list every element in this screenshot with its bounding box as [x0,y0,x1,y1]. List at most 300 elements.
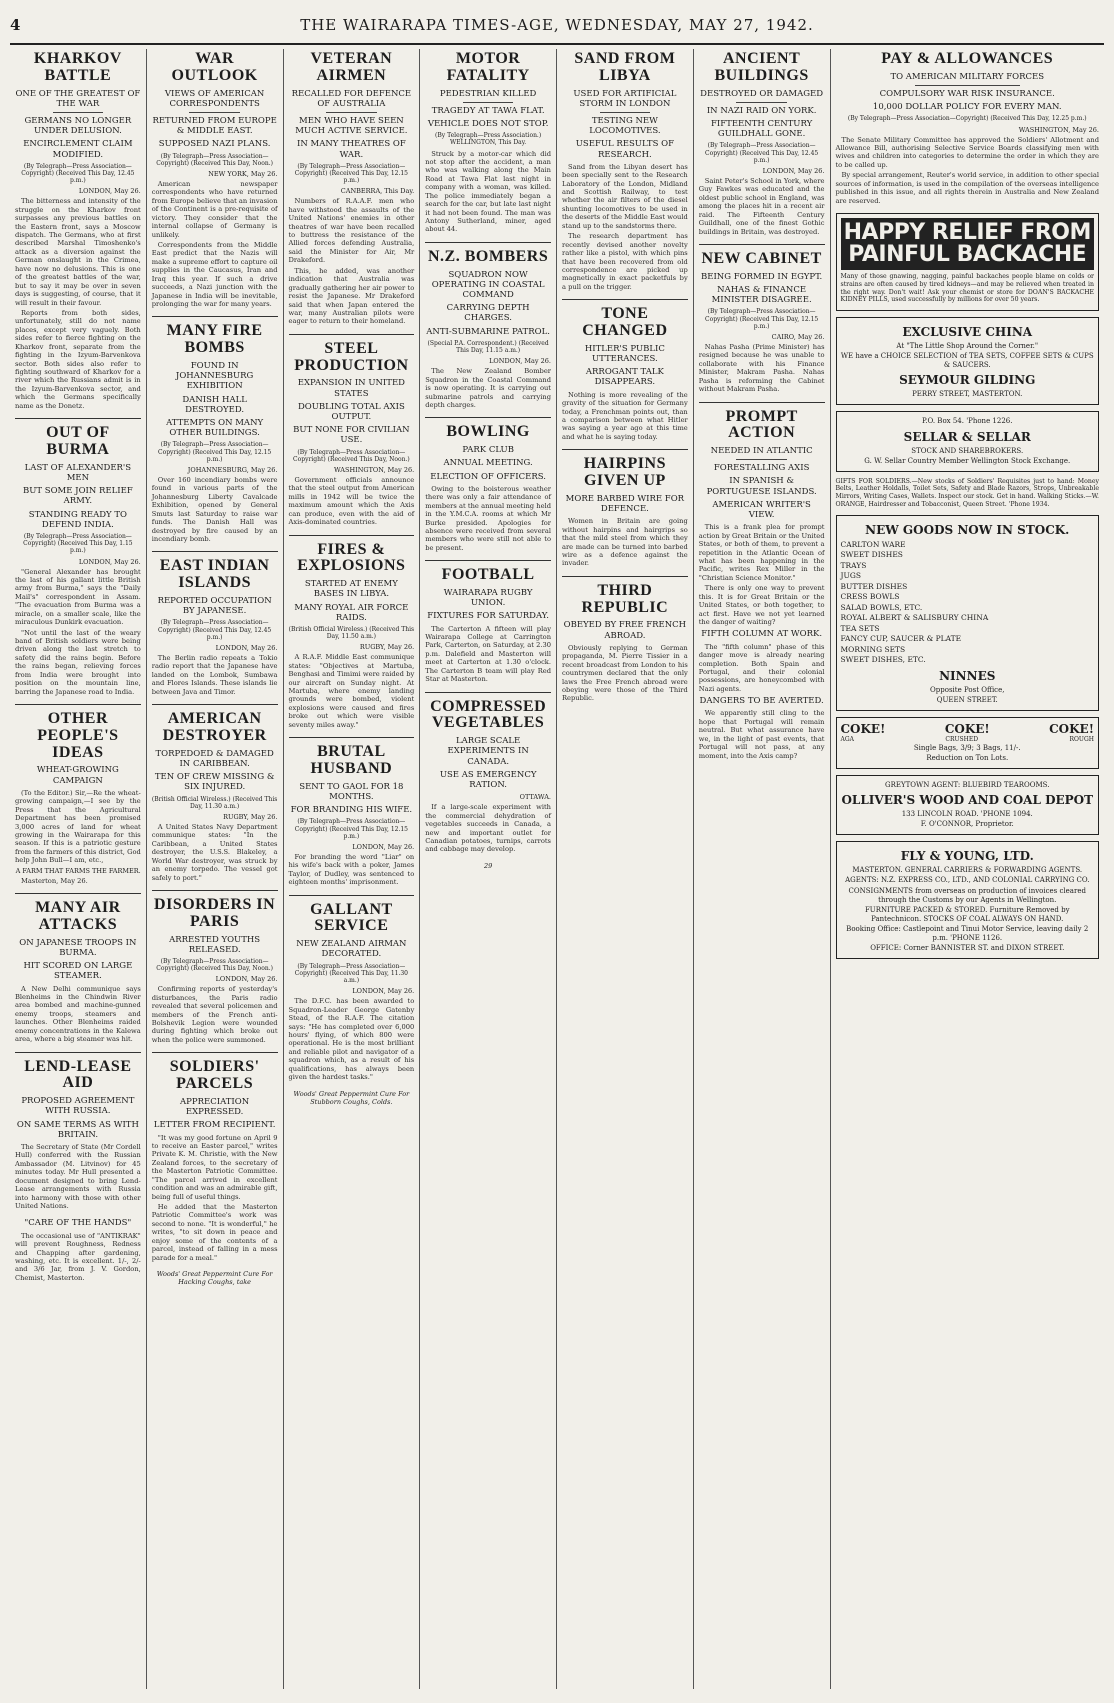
paragraph: The Berlin radio repeats a Tokio radio report that the Japanese have landed on the Lombok, Sumbawa and Flores Islands. These islands lie between Java and Timor. [151,653,278,696]
article-many-fire-bombs [152,323,278,543]
ad-line: WE have a CHOICE SELECTION of TEA SETS, COFFEE SETS & CUPS & SAUCERS. [840,352,1094,370]
separator [289,737,415,738]
ad-name: SEYMOUR GILDING [899,373,1036,388]
byline: (British Official Wireless.) (Received This Day, 11.30 a.m.) [151,795,278,810]
ad-line: FURNITURE PACKED & STORED. Furniture Removed by Pantechnicon. STOCKS OF COAL ALWAYS ON HAND. [864,905,1070,923]
dateline: OTTAWA. [519,793,551,802]
deck: HIT SCORED ON LARGE STEAMER. [23,961,133,982]
deck: STARTED AT ENEMY BASES IN LIBYA. [304,579,398,600]
article-war-outlook [152,51,278,308]
deck: LETTER FROM RECIPIENT. [153,1120,276,1131]
paragraph: Masterton, May 26. [21,876,88,885]
paragraph: Nothing is more revealing of the gravity of the situation for Germany today, a Frenchman points out, than a comparison between what Hitler was saying a year ago at this time and what he is saying today. [562,390,688,441]
goods-item: MORNING SETS [840,644,906,654]
deck: TO AMERICAN MILITARY FORCES [890,71,1045,82]
headline: KHARKOV BATTLE [33,50,122,84]
deck: RETURNED FROM EUROPE & MIDDLE EAST. [152,115,277,137]
paragraph: The Secretary of State (Mr Cordell Hull) conferred with the Russian Ambassador (M. Litvinov) for 45 minutes today. Mr Hull presented a document designed to bring Lend-Lease arrangements with Russia into harmony with those with other United Nations. [15,1142,141,1211]
ad-coke [836,717,1100,769]
dateline: LONDON, May 26. [215,975,278,984]
divider [736,102,786,103]
deck: ONE OF THE GREATEST OF THE WAR [15,88,141,109]
byline: (British Official Wireless.) (Received This Day, 11.50 a.m.) [288,625,415,641]
dateline: RUGBY, May 26. [359,643,415,652]
headline: PROMPT ACTION [725,407,798,442]
deck: ANTI-SUBMARINE PATROL. [426,326,550,337]
deck: IN MANY THEATRES OF WAR. [297,139,406,160]
deck: NEEDED IN ATLANTIC [710,446,813,457]
goods-item: TEA SETS [840,623,880,633]
byline: (By Telegraph—Press Association—Copyright) (Received This Day, 12.15 p.m.) [157,441,272,463]
deck: ON JAPANESE TROOPS IN BURMA. [19,937,137,958]
paragraph: Government officials announce that the steel output from American mills in 1942 will be twice the maximum amount which the Axis can produce, even with the aid of Axis-dominated countries. [288,475,415,527]
deck: ANNUAL MEETING. [443,458,533,469]
deck: TRAGEDY AT TAWA FLAT. [431,105,545,116]
newspaper-title: THE WAIRARAPA TIMES-AGE, WEDNESDAY, MAY 27, 1942. [300,16,814,34]
deck: NEW ZEALAND AIRMAN DECORATED. [296,939,407,960]
divider [326,112,376,113]
paragraph: There is only one way to prevent this. It is for Great Britain or the United States, or both together, to act first. Have we not yet learned the danger of waiting? [698,584,825,627]
column-5 [557,49,694,1689]
paragraph: Owing to the boisterous weather there was only a fair attendance of members at the annual meeting held in the Y.M.C.A. rooms at which Mr Burke presided. Apologies for absence were received from several members who were still not able to be present. [425,484,551,552]
article-brutal-husband [289,744,415,886]
ad-line: At "The Little Shop Around the Corner." [896,342,1039,351]
ad-line: CONSIGNMENTS from overseas on production of invoices cleared through the Customs by our Agents in Wellington. [848,886,1086,904]
headline: MOTOR FATALITY [446,50,530,84]
article-disorders-in-paris [152,897,278,1044]
byline: (By Telegraph—Press Association.) WELLINGTON, This Day. [435,132,542,147]
ad-title: FLY & YOUNG, LTD. [900,849,1034,864]
byline: (By Telegraph—Press Association—Copyright) (Received This Day, 1.15 p.m.) [23,532,133,555]
separator [289,535,415,536]
article-hairpins-given-up [562,456,688,568]
divider [53,112,103,113]
separator [15,704,141,705]
deck: ATTEMPTS ON MANY OTHER BUILDINGS. [166,418,264,439]
headline: FIRES & EXPLOSIONS [297,540,406,575]
ad-line: Reduction on Ton Lots. [926,753,1009,762]
deck: LARGE SCALE EXPERIMENTS IN CANADA. [447,736,529,767]
separator [562,299,688,300]
separator [562,449,688,450]
headline: STEEL PRODUCTION [294,339,409,374]
separator [15,1052,141,1053]
deck: DESTROYED OR DAMAGED [700,88,824,99]
ad-title: NEW GOODS NOW IN STOCK. [865,522,1070,537]
article-prompt-action [699,409,825,761]
footer-ad: Woods' Great Peppermint Cure For Stubborn Coughs, Colds. [293,1089,410,1106]
deck: ELECTION OF OFFICERS. [430,471,546,482]
article-east-indian-islands [152,558,278,696]
deck: SUPPOSED NAZI PLANS. [158,139,271,150]
article-out-of-burma [15,425,141,696]
deck: ENCIRCLEMENT CLAIM MODIFIED. [23,139,133,160]
article-other-peoples-ideas [15,711,141,885]
deck: FIFTEENTH CENTURY GUILDHALL GONE. [711,118,813,140]
paragraph: Struck by a motor-car which did not stop after the accident, a man who was walking along the Main Road at Tawa Flat last night in company with a woman, was killed. The police immediately began a search for the car, but late last night it had not been found. The man was Antony Sutherland, miner, aged about 44. [425,149,551,234]
coke-type: ROUGH [1069,735,1094,743]
article-pay-allowances [836,51,1100,205]
ad-line: MASTERTON. GENERAL CARRIERS & FORWARDING AGENTS. [852,866,1083,875]
article-nz-bombers [425,249,551,409]
paragraph: Obviously replying to German propaganda, M. Pierre Tissier in a recent broadcast from London to his countrymen declared that the only laws the Free French abroad were obeying were those of the Third Republic. [562,643,688,703]
paragraph: A United States Navy Department communique states: "In the Caribbean, a United States destroyer, the U.S.S. Blakeley, a World War destroyer, was struck by an enemy torpedo. The vessel got safely to port." [151,822,278,882]
paragraph: This, he added, was another indication that Australia was gradually gathering her air power to resist the Japanese. Mr Drakeford said that when Japan entered the war, many Australian pilots were eager to return to their homeland. [288,266,415,326]
deck: CARRYING DEPTH CHARGES. [446,303,530,324]
headline: BRUTAL HUSBAND [310,743,393,778]
deck: WHEAT-GROWING CAMPAIGN [36,765,119,786]
ad-new-goods [836,515,1100,711]
article-lend-lease-aid [15,1059,141,1211]
paragraph: Women in Britain are going without hairpins and hairgrips so that the mild steel from which they are made can be turned into barbed wire as a defence against the invader. [562,517,688,568]
column-7 [831,49,1105,1689]
dateline: WASHINGTON, May 26. [1018,125,1099,134]
columns [10,49,1104,1689]
deck: DANISH HALL DESTROYED. [182,394,247,415]
goods-list [841,540,1095,666]
headline: TONE CHANGED [582,305,668,340]
deck: OBEYED BY FREE FRENCH ABROAD. [563,620,687,641]
paragraph: He added that the Masterton Patriotic Committee's work was second to none. "It is wonderful," he writes, "to sit down in peace and enjoy some of the contents of a parcel, instead of falling in a mess parade for a meal." [151,1203,278,1262]
deck: AMERICAN WRITER'S VIEW. [712,499,811,521]
ad-line: G. W. Sellar Country Member Wellington Stock Exchange. [864,456,1071,465]
headline: AMERICAN DESTROYER [162,710,267,744]
article-fires-explosions [289,542,415,730]
separator [15,893,141,894]
separator [425,417,551,418]
separator [425,242,551,243]
goods-item: SALAD BOWLS, ETC. [840,602,923,612]
headline: FOOTBALL [441,566,535,584]
paragraph: For branding the word "Liar" on his wife's back with a poker, James Taylor, of Dudley, was sentenced to eighteen months' imprisonment. [288,852,415,887]
paragraph: Correspondents from the Middle East predict that the Nazis will make a supreme effort to capture oil supplies in the Caucasus, Iran and Iraq this year. If such a drive succeeds, a Nazi junction with the Japanese in India will be inevitable, prolonging the war for many years. [151,240,278,309]
deck: FORESTALLING AXIS [713,463,810,474]
paragraph: Numbers of R.A.A.F. men who have withstood the assaults of the United Nations' enemies in other theatres of war have been recalled to buttress the resistance of the Allied forces defending Australia, said the Minister for Air, Mr Drakeford. [288,197,415,265]
goods-item: BUTTER DISHES [840,581,908,591]
article-steel-production [289,341,415,527]
article-kharkov-battle [15,51,141,410]
reuters-note: By special arrangement, Reuter's world service, in addition to other special sources of information, is used in the compilation of the overseas intelligence published in this issue, and all rights therein in Australia and New Zealand are reserved. [835,171,1099,205]
dateline: NEW YORK, May 26. [208,169,278,178]
deck: TESTING NEW LOCOMOTIVES. [589,115,661,137]
page-reference: 29 [483,861,493,870]
ad-line: QUEEN STREET. [936,695,998,704]
deck: REPORTED OCCUPATION BY JAPANESE. [157,596,272,617]
ad-title: SELLAR & SELLAR [903,429,1031,444]
deck: NAHAS & FINANCE MINISTER DISAGREE. [711,284,812,306]
paragraph: Nahas Pasha (Prime Minister) has resigned because he was unable to collaborate with his Finance Minister, Makram Pasha. Nahas Pasha is reforming the Cabinet without Makram Pasha. [698,342,825,394]
dateline: WASHINGTON, May 26. [333,465,415,474]
ad-line: Opposite Post Office, [930,685,1005,694]
headline: MANY AIR ATTACKS [35,899,121,933]
goods-item: SWEET DISHES [840,550,903,560]
goods-item: CRESS BOWLS [840,592,900,602]
dateline: LONDON, May 26. [78,557,141,566]
subheading: DANGERS TO BE AVERTED. [699,696,824,707]
deck: RECALLED FOR DEFENCE OF AUSTRALIA [291,88,412,109]
headline: NEW CABINET [701,249,822,267]
paragraph: "It was my good fortune on April 9 to receive an Easter parcel," writes Private K. M. Christie, with the New Zealand forces, to the secretary of the Masterton Patriotic Committee. "The parcel arrived in excellent condition and was an admirable gift, being full of useful things. [151,1133,278,1201]
deck: MEN WHO HAVE SEEN MUCH ACTIVE SERVICE. [295,115,408,137]
article-sand-from-libya [562,51,688,291]
separator [152,551,278,552]
coke-type: CRUSHED [945,735,979,743]
paragraph: The New Zealand Bomber Squadron in the Coastal Command is now operating. It is carrying out submarine patrols and carrying depth charges. [425,367,551,409]
separator [425,560,551,561]
headline: WAR OUTLOOK [171,50,258,84]
ad-backache [836,213,1100,311]
byline: (By Telegraph—Press Association—Copyright) (Received This Day, Noon.) [156,152,273,167]
deck: HITLER'S PUBLIC UTTERANCES. [584,343,665,365]
goods-item: JUGS [840,571,861,581]
headline: HAIRPINS GIVEN UP [583,455,666,490]
paragraph: Over 160 incendiary bombs were found in various parts of the Johannesburg Liberty Cavalcade Exhibition, opened by General Smuts last Saturday to raise war funds. The Danish Hall was destroyed by fire caused by an incendiary bomb. [151,475,278,543]
headline: GALLANT SERVICE [310,900,393,935]
ad-title: OLLIVER'S WOOD AND COAL DEPOT [841,793,1094,808]
separator [562,576,688,577]
headline: N.Z. BOMBERS [428,247,549,265]
article-soldiers-parcels [152,1059,278,1262]
coke-word: COKE! [944,721,990,736]
deck: FOR BRANDING HIS WIFE. [290,805,413,816]
ad-sellar [836,411,1100,471]
headline: DISORDERS IN PARIS [154,895,276,930]
paragraph: The Carterton A fifteen will play Wairarapa College at Carrington Park, Carterton, on Saturday, at 2.30 p.m. Dalefield and Masterton will meet at Carterton at 1.30 o'clock. The Carterton B team will play Red Star at Masterton. [425,624,551,684]
article-motor-fatality [425,51,551,234]
paragraph: Confirming reports of yesterday's disturbances, the Paris radio revealed that several policemen and members of the French anti-Bolshevik Legion were wounded during fighting which broke out when the police were summoned. [151,985,278,1044]
separator [289,334,415,335]
deck: WAIRARAPA RUGBY UNION. [443,588,533,609]
ad-line: P.O. Box 54. 'Phone 1226. [922,417,1013,426]
subheading: FIFTH COLUMN AT WORK. [701,629,823,640]
headline: EAST INDIAN ISLANDS [159,557,270,592]
headline: SOLDIERS' PARCELS [169,1058,260,1093]
deck: PROPOSED AGREEMENT WITH RUSSIA. [21,1096,135,1117]
deck: USE AS EMERGENCY RATION. [439,769,537,791]
byline: (By Telegraph—Press Association—Copyright) (Received This Day, 12.15 p.m.) [704,308,819,330]
deck: TEN OF CREW MISSING & SIX INJURED. [154,772,275,793]
goods-item: CARLTON WARE [840,539,906,549]
separator [152,704,278,705]
paragraph: The bitterness and intensity of the struggle on the Kharkov front surpasses any previous battles on the Eastern front, says a Moscow dispatch. The Germans, who at first described Marshal Timoshenko's attack as a diversion against the German onslaught in the Crimea, have now no delusions. This is one of the greatest battles of the war, but to say it may be over in seven days is suggesting, of course, that it will result in their favour. [15,197,141,307]
deck: COMPULSORY WAR RISK INSURANCE. [879,88,1055,99]
byline: (By Telegraph—Press Association—Copyright) (Received This Day, 12.15 p.m.) [294,818,408,840]
ad-line: GREYTOWN AGENT: BLUEBIRD TEAROOMS. [885,781,1050,790]
deck: "CARE OF THE HANDS" [24,1218,132,1229]
paragraph: The D.F.C. has been awarded to Squadron-Leader George Gatenby Stead, of the R.A.F. The citation says: "He has completed over 6,000 hours' flying, of which 800 were operational. He is the most brilliant and reliable pilot and navigator of a squadron which, as a result of his qualifications, has always been given the hardest tasks." [288,997,415,1082]
column-3 [284,49,421,1689]
deck: BEING FORMED IN EGYPT. [701,271,823,282]
deck: IN NAZI RAID ON YORK. [706,105,817,116]
footer-ad: Woods' Great Peppermint Cure For Hacking Coughs, take [156,1270,273,1287]
column-1 [10,49,147,1689]
byline: (By Telegraph—Press Association—Copyright) (Received This Day, 11.30 a.m.) [294,962,408,985]
article-football [425,567,551,683]
ad-line: Single Bags, 3/9; 3 Bags, 11/-. [913,743,1021,752]
dateline: LONDON, May 26. [352,987,415,996]
ad-address: PERRY STREET, MASTERTON. [912,390,1023,399]
separator [699,402,825,403]
deck: VEHICLE DOES NOT STOP. [427,118,549,129]
byline: (Special P.A. Correspondent.) (Received This Day, 11.15 a.m.) [427,339,549,355]
deck: PARK CLUB [462,445,514,456]
paragraph: A R.A.F. Middle East communique states: "Objectives at Martuba, Benghasi and Timimi were raided by our aircraft on Sunday night. At Martuba, where enemy landing grounds were bombed, violent explosions were caused and fires broke out which were visible seventy miles away." [288,653,415,729]
article-bowling [425,424,551,552]
article-american-destroyer [152,711,278,882]
divider [736,459,786,460]
dateline: CANBERRA, This Day. [340,187,415,196]
paragraph: American newspaper correspondents who have returned from Europe believe that an invasion of the Continent is a pre-requisite of victory. They consider that the internal collapse of Germany is unlikely. [151,179,278,239]
article-compressed-vegetables [425,699,551,854]
article-gallant-service [289,902,415,1082]
paragraph: Saint Peter's School in York, where Guy Fawkes was educated and the oldest public school in England, was among the places hit in a recent air raid. The Fifteenth Century Guildhall, one of the finest Gothic buildings in Britain, was destroyed. [698,176,825,236]
ad-title: EXCLUSIVE CHINA [902,325,1033,340]
byline: (By Telegraph—Press Association—Copyright) (Received This Day, 12.45 p.m.) [21,162,135,185]
paragraph: Reports from both sides, unfortunately, still do not name places, except very vaguely. Both sides refer to fierce fighting on the Kharkov front, separate from the fighting in the Izyum-Barvenkova sector. Both sides also refer to fighting southward of Kharkov for a river which the Russians admit is in the Izyum-Barvenkova sector, and which the Germans specifically name as the Donetz. [15,308,141,410]
paragraph: "General Alexander has brought the last of his gallant little British army from Burma," says the "Daily Mail's" correspondent in Assam. "The evacuation from Burma was a miracle, on a smaller scale, like the miraculous Dunkirk evacuation. [15,567,141,627]
deck: MANY ROYAL AIR FORCE RAIDS. [294,602,409,623]
ad-line: F. O'CONNOR, Proprietor. [920,820,1014,829]
ad-line: STOCK AND SHAREBROKERS. [911,446,1024,455]
dateline: CAIRO, May 26. [771,332,825,341]
goods-item: FANCY CUP, SAUCER & PLATE [840,634,962,644]
separator [15,418,141,419]
dateline: LONDON, May 26. [78,187,141,196]
deck: VIEWS OF AMERICAN CORRESPONDENTS [164,88,265,109]
headline: MANY FIRE BOMBS [166,322,263,357]
dateline: JOHANNESBURG, May 26. [187,465,278,474]
divider [463,102,513,103]
separator [425,692,551,693]
deck: LAST OF ALEXANDER'S MEN [24,462,132,483]
coke-word: COKE! [1049,721,1094,736]
deck: ARROGANT TALK DISAPPEARS. [585,367,664,388]
signature: A FARM THAT FARMS THE FARMER. [15,866,141,875]
article-new-cabinet [699,251,825,394]
dateline: LONDON, May 26. [215,643,278,652]
column-4 [420,49,557,1689]
paragraph: If a large-scale experiment with the commercial dehydration of vegetables succeeds in Canada, a new and important outlet for Canadian potatoes, turnips, carrots and cabbage may develop. [425,803,551,854]
separator [152,890,278,891]
deck: EXPANSION IN UNITED STATES [297,378,405,399]
deck: USED FOR ARTIFICIAL STORM IN LONDON [573,88,677,109]
dateline: RUGBY, May 26. [223,812,278,821]
article-ancient-buildings [699,51,825,236]
deck: BUT SOME JOIN RELIEF ARMY. [22,486,133,507]
article-care-of-hands [15,1218,141,1282]
headline: LEND-LEASE AID [24,1057,132,1092]
headline: THIRD REPUBLIC [581,581,669,616]
goods-item: TRAYS [840,560,867,570]
deck: IN SPANISH & PORTUGUESE ISLANDS. [706,476,817,497]
paragraph: The occasional use of "ANTIKRAK" will prevent Roughness, Redness and Chapping after gardening, washing, etc. It is excellent. 1/-, 2/- and 3/6 Jar, from J. V. Gordon, Chemist, Masterton. [15,1231,141,1282]
divider [915,85,1020,86]
ad-line: Booking Office: Castlepoint and Tinui Motor Service, leaving daily 2 p.m. 'PHONE 1126. [846,924,1089,943]
column-2 [147,49,284,1689]
dateline: LONDON, May 26. [489,357,551,366]
byline: (By Telegraph—Press Association—Copyright) (Received This Day, Noon.) [293,448,410,463]
article-tone-changed [562,306,688,441]
coke-row [841,722,1095,736]
ad-ollivers [836,775,1100,835]
deck: FIXTURES FOR SATURDAY. [427,611,550,622]
separator [699,244,825,245]
paragraph: A New Delhi communique says Blenheims in the Chindwin River area bombed and machine-gunned enemy troops, steamers and launches. Other Blenheims raided enemy concentrations in the Kalewa area, where a big steamer was hit. [15,984,141,1044]
headline: SAND FROM LIBYA [574,50,676,84]
byline: (By Telegraph—Press Association—Copyright) (Received This Day, 12.25 p.m.) [847,115,1087,123]
ad-headline: HAPPY RELIEF FROM PAINFUL BACKACHE [841,218,1095,270]
deck: FOUND IN JOHANNESBURG EXHIBITION [175,361,254,392]
deck: USEFUL RESULTS OF RESEARCH. [575,139,674,160]
byline: (By Telegraph—Press Association—Copyright) (Received This Day, Noon.) [156,957,273,973]
deck: TORPEDOED & DAMAGED IN CARIBBEAN. [155,748,274,769]
deck: SENT TO GAOL FOR 18 MONTHS. [299,781,404,802]
deck: BUT NONE FOR CIVILIAN USE. [293,425,410,446]
goods-item: SWEET DISHES, ETC. [840,655,926,665]
headline: PAY & ALLOWANCES [881,50,1054,67]
byline: (By Telegraph—Press Association—Copyright) (Received This Day, 12.15 p.m.) [294,162,408,185]
separator [152,1052,278,1053]
ad-fly-young [836,841,1100,959]
headline: COMPRESSED VEGETABLES [430,697,547,732]
coke-sub [841,736,1095,743]
deck: GERMANS NO LONGER UNDER DELUSION. [24,115,132,137]
paragraph: This is a frank plea for prompt action by Great Britain or the United States, or both of them, to prevent a repetition in the Atlantic Ocean of what has been happening in the Pacific, writes Rex Miller in the "Christian Science Monitor." [698,523,825,582]
deck: 10,000 DOLLAR POLICY FOR EVERY MAN. [872,102,1062,113]
ad-exclusive-china [836,317,1100,405]
deck: DOUBLING TOTAL AXIS OUTPUT. [297,401,405,422]
coke-word: COKE! [840,721,886,736]
paragraph: The research department has recently devised another novelty rather like a pistol, with which pins that have been recovered from old correspondence are picked up magnetically in exact packetfuls by a pull on the trigger. [562,232,688,291]
article-third-republic [562,583,688,703]
article-veteran-airmen [289,51,415,326]
paragraph: (To the Editor.) Sir,—Re the wheat-growing campaign,—I see by the Press that the Agricultural Department has been promised 3,000 acres of land for wheat growing in the Wairarapa for this season. If this is a patriotic gesture from the farmers of this district, God help John Bull—I am, etc., [15,788,141,865]
paragraph: Sand from the Libyan desert has been specially sent to the Research Laboratory of the London, Midland and Scottish Railway, to test whether the air filters of the diesel shunting locomotives to be used in the deserts of the Middle East would stand up to the sandstorms there. [562,162,688,230]
deck: STANDING READY TO DEFEND INDIA. [28,509,127,530]
dateline: LONDON, May 26. [762,166,825,175]
divider [189,112,239,113]
separator [152,316,278,317]
paragraph: The Senate Military Committee has approved the Soldiers' Allotment and Allowance Bill, authorising Selective Service Boards classifying men with wives and children into categories to determine the order in which they are to be called up. [835,135,1099,169]
ad-line: 133 LINCOLN ROAD. 'PHONE 1094. [901,810,1033,819]
divider [600,112,650,113]
ad-text: Many of those gnawing, nagging, painful backaches people blame on colds or strains are often caused by tired kidneys—and may be relieved when treated in the right way. Don't wait! Ask your chemist or store for DOAN'S BACKACHE KIDNEY PILLS, used successfully by millions for over 50 years. [840,273,1094,304]
article-many-air-attacks [15,900,141,1043]
deck: PEDESTRIAN KILLED [439,88,537,99]
paragraph: The "fifth column" phase of this danger move is already nearing completion. Both Spain and Portugal, and their colonial possessions, are honeycombed with Nazi agents. [698,642,825,693]
paragraph: "Not until the last of the weary band of British soldiers were being driven along the last stretch to safety did the rains begin. Before the rains began, relieving forces from India were brought into position on the mountain line, barring the Japanese road to India. [15,628,141,696]
headline: VETERAN AIRMEN [310,50,393,84]
deck: ON SAME TERMS AS WITH BRITAIN. [16,1119,139,1140]
deck: ARRESTED YOUTHS RELEASED. [169,934,261,955]
headline: OUT OF BURMA [46,424,110,459]
paragraph: We apparently still cling to the hope that Portugal will remain neutral. But what assurance have we, in the light of past events, that Portugal will not pass, at any moment, into the Axis camp? [698,709,825,760]
ad-gifts-for-soldiers: GIFTS FOR SOLDIERS.—New stocks of Soldiers' Requisites just to hand: Money Belts, Leather Holdalls, Toilet Sets, Safety and Blade Razors, Strops, Unbreakable Mirrors, Writing Cases, Wallets. Inspect our stock. Get in hand. Walking Sticks.—W. ORANGE, Hairdresser and Tobacconist, Queen Street. 'Phone 1934. [835,477,1099,508]
headline: BOWLING [446,423,530,441]
byline: (By Telegraph—Press Association—Copyright) (Received This Day, 12.45 p.m.) [157,619,272,641]
ad-line: AGENTS: N.Z. EXPRESS CO., LTD., AND COLONIAL CARRYING CO. [845,876,1090,885]
page-number: 4 [10,16,21,34]
ad-name: NINNES [939,668,996,683]
deck: APPRECIATION EXPRESSED. [180,1096,250,1118]
ad-line: OFFICE: Corner BANNISTER ST. and DIXON STREET. [870,944,1065,953]
byline: (By Telegraph—Press Association—Copyright) (Received This Day, 12.45 p.m.) [704,142,819,164]
deck: MORE BARBED WIRE FOR DEFENCE. [565,493,685,515]
masthead [10,16,1104,45]
headline: ANCIENT BUILDINGS [714,50,809,84]
goods-item: ROYAL ALBERT & SALISBURY CHINA [840,613,989,623]
headline: OTHER PEOPLE'S IDEAS [37,710,119,761]
